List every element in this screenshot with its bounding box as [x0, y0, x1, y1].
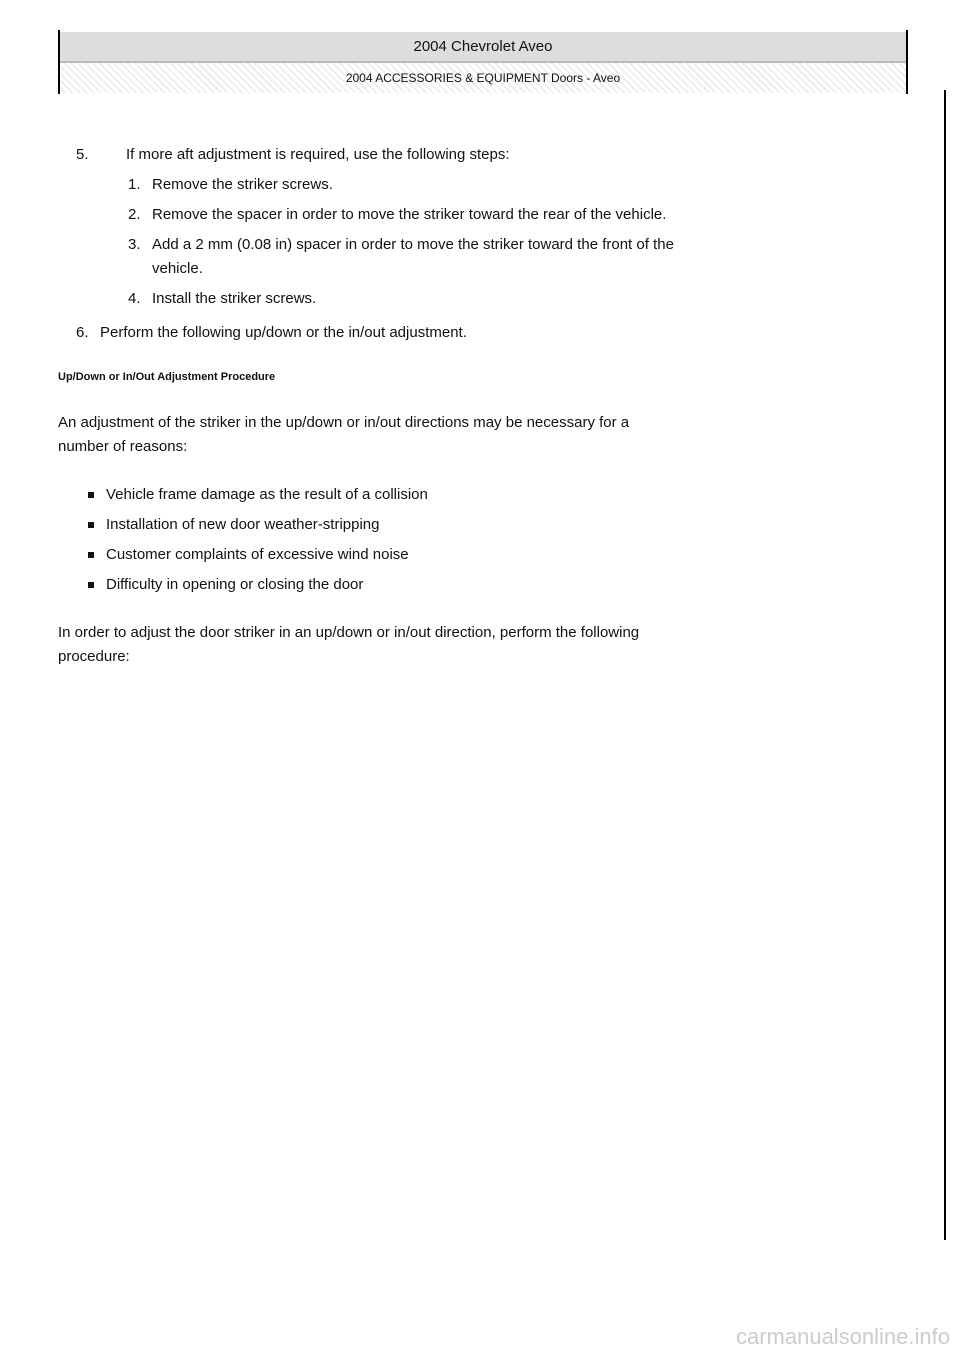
section-heading: Up/Down or In/Out Adjustment Procedure [58, 371, 276, 383]
bullet-item [88, 514, 380, 536]
step-number: 2. [128, 206, 141, 223]
step-number: 5. [76, 146, 89, 163]
header-subtitle: 2004 ACCESSORIES & EQUIPMENT Doors - Aveo [60, 63, 906, 93]
bullet-item [88, 484, 428, 506]
bullet-text: Installation of new door weather-stripping [106, 516, 380, 533]
bullet-icon [88, 582, 94, 588]
bullet-item [88, 544, 409, 566]
step-text: Remove the spacer in order to move the striker toward the rear of the vehicle. [152, 206, 667, 223]
step-5 [76, 144, 510, 166]
right-border [944, 90, 946, 1240]
step-text: Install the striker screws. [152, 290, 317, 307]
header-title: 2004 Chevrolet Aveo [60, 32, 906, 63]
step-number: 1. [128, 176, 141, 193]
bullet-icon [88, 552, 94, 558]
step-number: 4. [128, 290, 141, 307]
step-text: Remove the striker screws. [152, 176, 333, 193]
bullet-icon [88, 492, 94, 498]
step-text: Add a 2 mm (0.08 in) spacer in order to move the striker toward the front of the [152, 236, 674, 253]
substep-2 [128, 204, 666, 226]
substep-4 [128, 288, 316, 310]
bullet-text: Difficulty in opening or closing the door [106, 576, 364, 593]
bullet-text: Vehicle frame damage as the result of a collision [106, 486, 428, 503]
substep-3 [128, 234, 674, 256]
intro-line-2: number of reasons: [58, 438, 188, 455]
substep-3-cont: vehicle. [152, 260, 203, 277]
step-text: If more aft adjustment is required, use the following steps: [126, 146, 510, 163]
step-number: 3. [128, 236, 141, 253]
bullet-text: Customer complaints of excessive wind noise [106, 546, 409, 563]
watermark: carmanualsonline.info [735, 1324, 950, 1349]
bullet-icon [88, 522, 94, 528]
step-6 [76, 322, 467, 344]
page-header [58, 30, 908, 94]
closing-line-1: In order to adjust the door striker in an up/down or in/out direction, perform the following [58, 624, 640, 641]
closing-line-2: procedure: [58, 648, 130, 665]
substep-1 [128, 174, 333, 196]
bullet-item [88, 574, 363, 596]
step-text: Perform the following up/down or the in/out adjustment. [100, 324, 467, 341]
intro-line-1: An adjustment of the striker in the up/down or in/out directions may be necessary for a [58, 414, 630, 431]
step-number: 6. [76, 324, 89, 341]
